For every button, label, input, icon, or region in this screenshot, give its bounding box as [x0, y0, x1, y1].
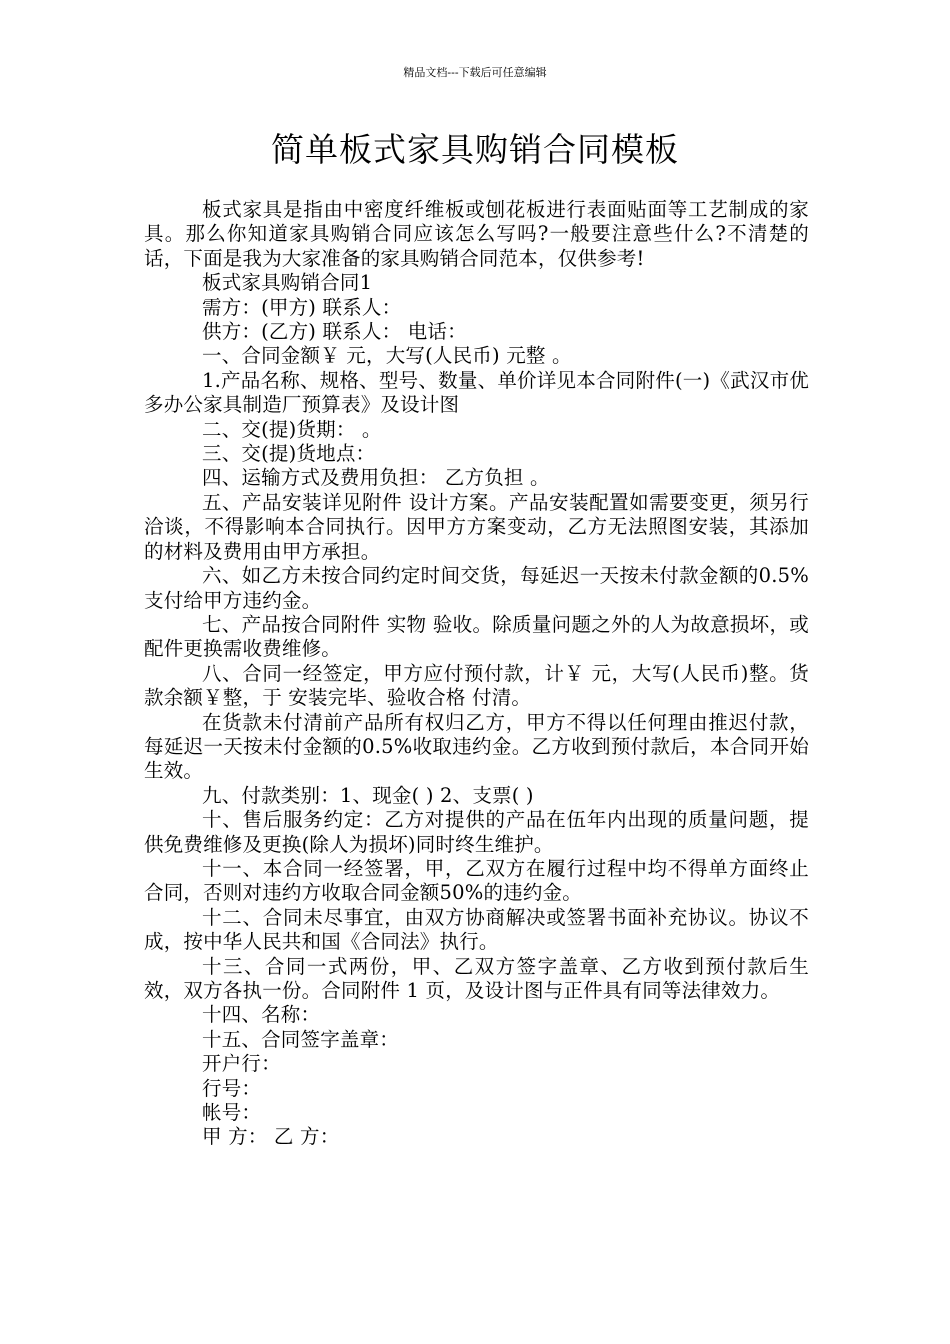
clause-5-installation: 五、产品安装详见附件 设计方案。产品安装配置如需要变更，须另行洽谈，不得影响本合同执行。因甲方方案变动，乙方无法照图安装，其添加的材料及费用由甲方承担。	[144, 490, 809, 563]
clause-14-name: 十四、名称：	[202, 1003, 321, 1027]
clause-4-transport: 四、运输方式及费用负担： 乙方负担 。	[202, 466, 550, 490]
clause-2-delivery-date: 二、交(提)货期： 。	[202, 417, 382, 441]
clause-7-acceptance: 七、产品按合同附件 实物 验收。除质量问题之外的人为故意损坏，或配件更换需收费维修。	[144, 612, 809, 661]
contract-heading: 板式家具购销合同1	[202, 271, 373, 295]
clause-15-signature: 十五、合同签字盖章：	[202, 1027, 400, 1051]
clause-1-amount: 一、合同金额￥ 元，大写(人民币) 元整 。	[202, 344, 572, 368]
clause-8-payment: 八、合同一经签定，甲方应付预付款，计￥ 元，大写(人民币)整。货款余额￥整，于 安装完毕、验收合格 付清。	[144, 661, 809, 710]
clause-1-1-products: 1.产品名称、规格、型号、数量、单价详见本合同附件(一)《武汉市优多办公家具制造厂预算表》及设计图	[144, 368, 809, 417]
clause-10-after-sales: 十、售后服务约定：乙方对提供的产品在伍年内出现的质量问题，提供免费维修及更换(除人为损坏)同时终生维护。	[144, 808, 809, 856]
clause-9-payment-type: 九、付款类别：1、现金( ) 2、支票( )	[202, 783, 534, 807]
document-body	[144, 198, 809, 1150]
bank-line: 开户行：	[202, 1052, 281, 1076]
buyer-line: 需方：(甲方) 联系人：	[202, 295, 402, 319]
bank-code-line: 行号：	[202, 1076, 262, 1100]
intro-paragraph: 板式家具是指由中密度纤维板或刨花板进行表面贴面等工艺制成的家具。那么你知道家具购销合同应该怎么写吗?一般要注意些什么?不清楚的话，下面是我为大家准备的家具购销合同范本，仅供参考!	[144, 198, 809, 270]
clause-12-disputes: 十二、合同未尽事宜，由双方协商解决或签署书面补充协议。协议不成，按中华人民共和国《合同法》执行。	[144, 905, 809, 954]
clause-8-ownership: 在货款未付清前产品所有权归乙方，甲方不得以任何理由推迟付款，每延迟一天按未付金额的0.5%收取违约金。乙方收到预付款后，本合同开始生效。	[144, 710, 809, 783]
parties-line: 甲 方： 乙 方：	[202, 1125, 340, 1149]
header-note: 精品文档---下载后可任意编辑	[403, 66, 547, 79]
account-line: 帐号：	[202, 1101, 262, 1125]
supplier-line: 供方：(乙方) 联系人： 电话：	[202, 320, 467, 344]
document-title: 简单板式家具购销合同模板	[271, 130, 679, 169]
clause-3-delivery-place: 三、交(提)货地点：	[202, 442, 376, 466]
clause-11-termination: 十一、本合同一经签署，甲，乙双方在履行过程中均不得单方面终止合同，否则对违约方收取合同金额50%的违约金。	[144, 856, 809, 905]
clause-6-late-delivery: 六、如乙方未按合同约定时间交货，每延迟一天按未付款金额的0.5%支付给甲方违约金。	[144, 564, 809, 612]
clause-13-copies: 十三、合同一式两份，甲、乙双方签字盖章、乙方收到预付款后生效，双方各执一份。合同附件 1 页，及设计图与正件具有同等法律效力。	[144, 954, 809, 1002]
